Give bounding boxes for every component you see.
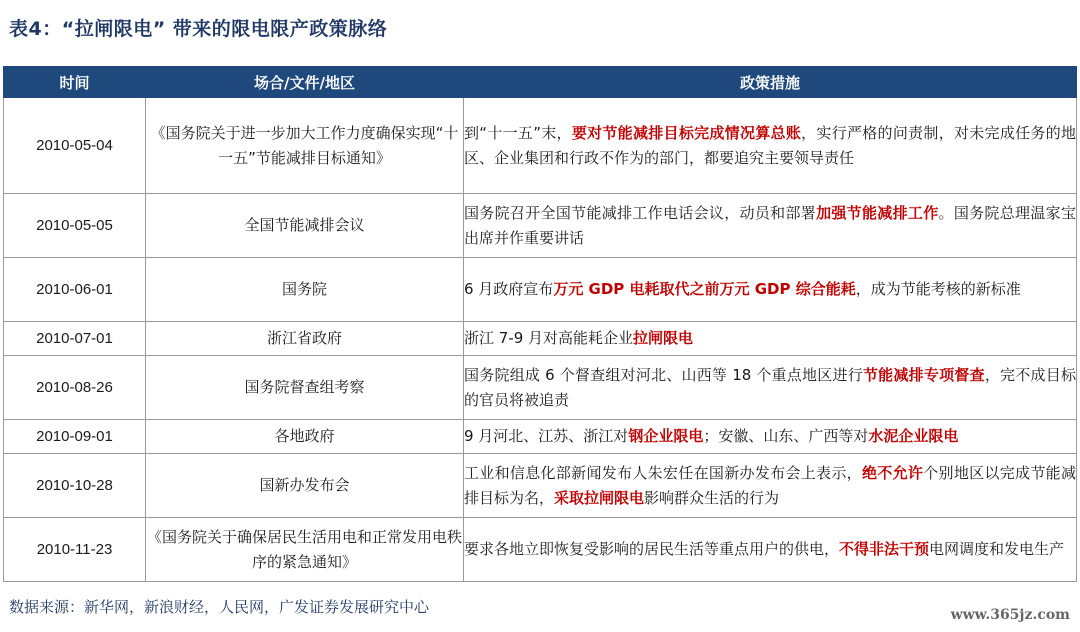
measure-text: 6 月政府宣布	[464, 280, 554, 298]
measure-text: ，实行严格的问责制，对未完成任务的地区、企业集团和行政不作为的部门，都要追究主要领导责任	[464, 123, 1076, 167]
measure-text: 要求各地立即恢复受影响的居民生活等重点用户的供电，	[464, 540, 840, 558]
table-row	[4, 258, 1077, 322]
highlight-text: 拉闸限电	[633, 329, 694, 347]
row-date: 2010-11-23	[4, 518, 146, 582]
row-place: 《国务院关于进一步加大工作力度确保实现“十一五”节能减排目标通知》	[146, 98, 464, 194]
table-row	[4, 420, 1077, 454]
measure-text: 9 月河北、江苏、浙江对	[464, 427, 629, 445]
highlight-text: 万元 GDP 电耗取代之前万元 GDP 综合能耗	[553, 280, 856, 298]
measure-text: ，完不成目标的官员将被追责	[464, 365, 1076, 409]
row-place: 国务院督查组考察	[146, 356, 464, 420]
highlight-text: 要对节能减排目标完成情况算总账	[571, 123, 802, 142]
row-place: 《国务院关于确保居民生活用电和正常发用电秩序的紧急通知》	[146, 518, 464, 582]
highlight-text: 钢企业限电	[628, 427, 704, 445]
table-row	[4, 194, 1077, 258]
row-measure	[464, 194, 1077, 258]
page-title: 表4：“拉闸限电” 带来的限电限产政策脉络	[9, 18, 388, 40]
highlight-text: 绝不允许	[861, 463, 924, 482]
highlight-text: 加强节能减排工作	[816, 203, 939, 222]
row-date: 2010-05-05	[4, 194, 146, 258]
highlight-text: 采取拉闸限电	[554, 488, 645, 507]
row-date: 2010-08-26	[4, 356, 146, 420]
header-measure: 政策措施	[464, 67, 1077, 98]
table-header-row	[4, 67, 1077, 98]
row-place: 浙江省政府	[146, 322, 464, 356]
highlight-text: 节能减排专项督查	[862, 365, 985, 384]
table-row	[4, 98, 1077, 194]
row-measure	[464, 518, 1077, 582]
table-row	[4, 518, 1077, 582]
header-place: 场合/文件/地区	[146, 67, 464, 98]
highlight-text: 不得非法干预	[839, 540, 930, 558]
data-source: 数据来源：新华网，新浪财经，人民网，广发证券发展研究中心	[9, 598, 430, 616]
measure-text: 个别地区以完成节能减排目标为名，	[464, 463, 1076, 507]
table-row	[4, 356, 1077, 420]
row-place: 国务院	[146, 258, 464, 322]
measure-text: 到“十一五”末，	[464, 123, 572, 142]
measure-text: ；安徽、山东、广西等对	[703, 427, 869, 445]
header-date: 时间	[4, 67, 146, 98]
policy-table	[3, 66, 1077, 582]
measure-text: 工业和信息化部新闻发布人朱宏任在国新办发布会上表示，	[464, 463, 862, 482]
measure-text: 国务院召开全国节能减排工作电话会议，动员和部署	[464, 203, 817, 222]
table-row	[4, 454, 1077, 518]
table-row	[4, 322, 1077, 356]
row-place: 各地政府	[146, 420, 464, 454]
row-date: 2010-07-01	[4, 322, 146, 356]
measure-text: 国务院组成 6 个督查组对河北、山西等 18 个重点地区进行	[464, 365, 863, 384]
measure-text: 影响群众生活的行为	[644, 488, 780, 507]
row-measure	[464, 454, 1077, 518]
row-date: 2010-06-01	[4, 258, 146, 322]
highlight-text: 水泥企业限电	[868, 427, 959, 445]
row-place: 全国节能减排会议	[146, 194, 464, 258]
measure-text: 电网调度和发电生产	[929, 540, 1065, 558]
row-measure	[464, 356, 1077, 420]
measure-text: 浙江 7-9 月对高能耗企业	[464, 329, 634, 347]
measure-text: 。国务院总理温家宝出席并作重要讲话	[464, 203, 1076, 247]
measure-text: ，成为节能考核的新标准	[855, 280, 1021, 298]
row-measure	[464, 258, 1077, 322]
row-measure	[464, 98, 1077, 194]
row-date: 2010-09-01	[4, 420, 146, 454]
row-date: 2010-05-04	[4, 98, 146, 194]
row-measure	[464, 420, 1077, 454]
row-place: 国新办发布会	[146, 454, 464, 518]
watermark: www.365jz.com	[950, 607, 1070, 623]
row-measure	[464, 322, 1077, 356]
row-date: 2010-10-28	[4, 454, 146, 518]
